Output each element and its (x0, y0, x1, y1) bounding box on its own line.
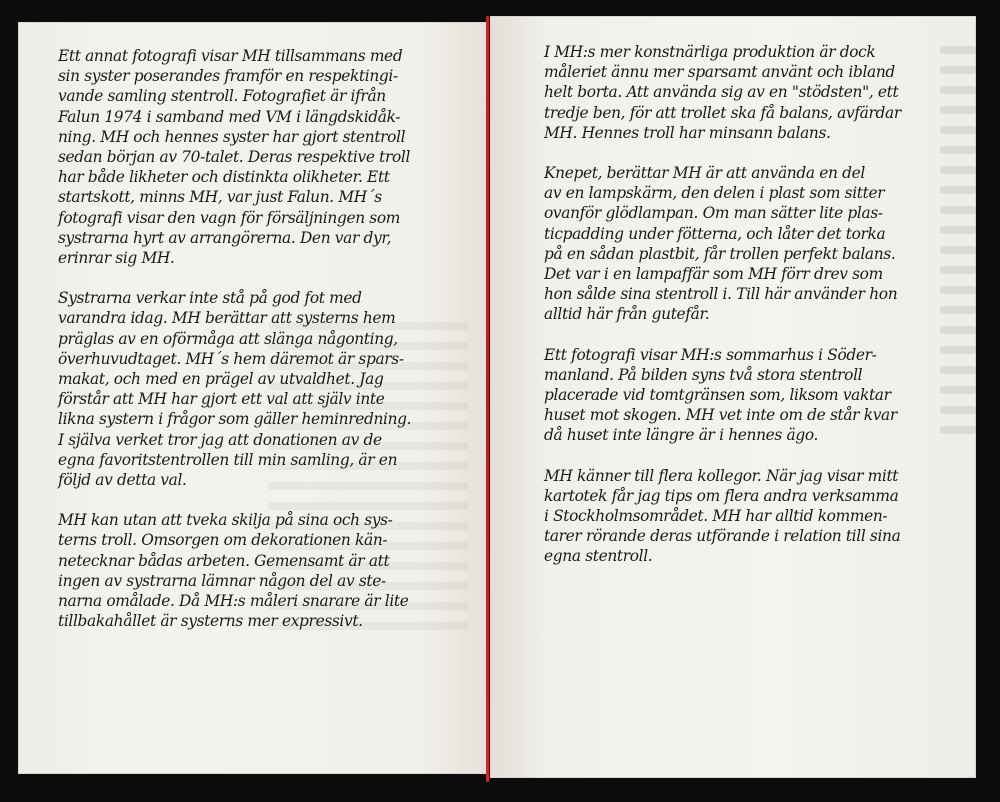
text-line: Knepet, berättar MH är att använda en del (544, 164, 865, 183)
text-line: Ett annat fotografi visar MH tillsammans med (58, 47, 403, 65)
paragraph (544, 345, 944, 446)
paragraph (58, 46, 458, 268)
text-line: fotografi visar den vagn för försäljningen som (58, 208, 401, 227)
text-line: MH. Hennes troll har minsann balans. (544, 123, 831, 142)
text-line: följd av detta val. (58, 471, 187, 490)
text-line: narna omålade. Då MH:s måleri snarare är lite (58, 592, 409, 611)
paragraph (544, 163, 944, 325)
binding-thread (486, 16, 489, 782)
paragraph (544, 42, 944, 143)
text-line: terns troll. Omsorgen om dekorationen kän- (58, 531, 388, 550)
text-line: ingen av systrarna lämnar någon del av ste- (58, 571, 386, 590)
paragraph (544, 466, 944, 567)
text-line: då huset inte längre är i hennes ägo. (544, 426, 819, 445)
right-page (490, 16, 976, 778)
left-page-text (58, 46, 458, 631)
text-line: har både likheter och distinkta olikheter. Ett (58, 168, 390, 187)
text-line: präglas av en oförmåga att slänga någonting, (58, 329, 398, 348)
open-booklet (18, 16, 976, 782)
paragraph (58, 288, 458, 490)
text-line: MH kan utan att tveka skilja på sina och sys- (58, 511, 393, 530)
text-line: varandra idag. MH berättar att systerns hem (58, 309, 396, 328)
text-line: vande samling stentroll. Fotografiet är ifrån (58, 87, 386, 106)
right-page-text (544, 42, 944, 567)
text-line: netecknar bådas arbeten. Gemensamt är att (58, 551, 390, 570)
left-page (18, 22, 488, 774)
text-line: huset mot skogen. MH vet inte om de står kvar (544, 406, 897, 425)
text-line: tredje ben, för att trollet ska få balans, avfärdar (544, 103, 901, 122)
text-line: likna systern i frågor som gäller heminredning. (58, 410, 412, 429)
text-line: måleriet ännu mer sparsamt använt och ibland (544, 63, 895, 82)
text-line: ovanför glödlampan. Om man sätter lite plas- (544, 204, 883, 223)
text-line: manland. På bilden syns två stora stentroll (544, 365, 863, 384)
text-line: tarer rörande deras utförande i relation till sina (544, 527, 901, 546)
text-line: placerade vid tomtgränsen som, liksom vaktar (544, 386, 891, 405)
show-through-texture (940, 46, 976, 446)
text-line: överhuvudtaget. MH´s hem däremot är spars- (58, 349, 404, 368)
paragraph (58, 510, 458, 631)
text-line: helt borta. Att använda sig av en "stödsten", ett (544, 83, 899, 102)
text-line: MH känner till flera kollegor. När jag visar mitt (544, 466, 899, 485)
text-line: makat, och med en prägel av utvaldhet. Jag (58, 370, 384, 389)
text-line: förstår att MH har gjort ett val att själv inte (58, 390, 385, 409)
text-line: av en lampskärm, den delen i plast som sitter (544, 184, 885, 203)
text-line: Falun 1974 i samband med VM i längdskidåk- (58, 107, 401, 126)
text-line: systrarna hyrt av arrangörerna. Den var dyr, (58, 228, 392, 247)
text-line: alltid här från gutefår. (544, 305, 710, 324)
text-line: i Stockholmsområdet. MH har alltid kommen- (544, 507, 888, 526)
text-line: Systrarna verkar inte stå på god fot med (58, 289, 362, 308)
text-line: Det var i en lampaffär som MH förr drev som (544, 265, 883, 284)
text-line: egna stentroll. (544, 547, 653, 566)
text-line: I MH:s mer konstnärliga produktion är dock (544, 43, 876, 61)
text-line: sin syster poserandes framför en respektingi- (58, 67, 398, 86)
text-line: kartotek får jag tips om flera andra verksamma (544, 486, 899, 505)
text-line: erinrar sig MH. (58, 249, 175, 268)
text-line: egna favoritstentrollen till min samling, är en (58, 450, 398, 469)
text-line: startskott, minns MH, var just Falun. MH´s (58, 188, 382, 207)
text-line: sedan början av 70-talet. Deras respektive troll (58, 148, 411, 167)
text-line: ning. MH och hennes syster har gjort stentroll (58, 127, 406, 146)
text-line: Ett fotografi visar MH:s sommarhus i Söder- (544, 345, 877, 364)
text-line: I själva verket tror jag att donationen av de (58, 430, 382, 449)
text-line: ticpadding under fötterna, och låter det torka (544, 224, 886, 243)
text-line: tillbakahållet är systerns mer expressivt. (58, 612, 363, 631)
text-line: på en sådan plastbit, får trollen perfekt balans. (544, 244, 896, 263)
text-line: hon sålde sina stentroll i. Till här använder hon (544, 285, 898, 304)
